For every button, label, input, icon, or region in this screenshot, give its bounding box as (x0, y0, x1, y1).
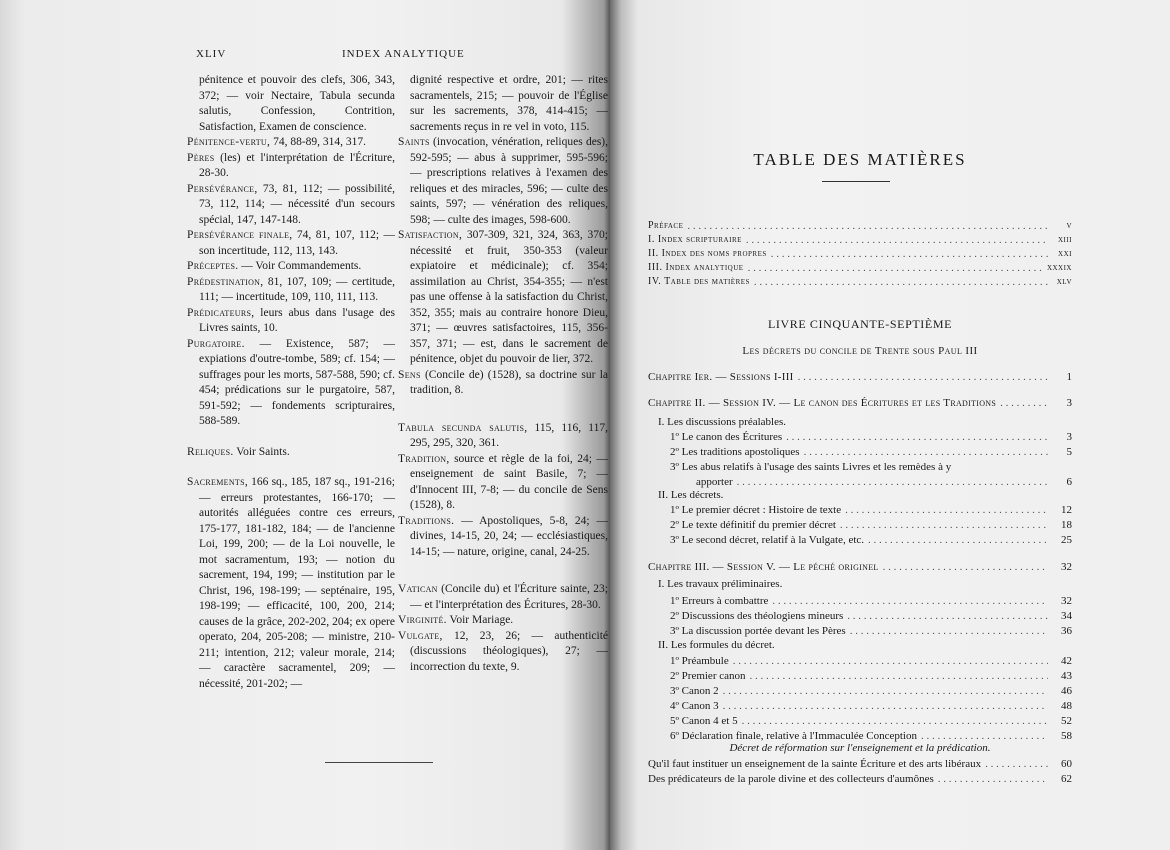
toc-row: 3º Les abus relatifs à l'usage des saints Livres et les remèdes à y (670, 461, 952, 473)
livre-heading: LIVRE CINQUANTE-SEPTIÈME (767, 317, 953, 331)
toc-row: apporter . . . 6 (696, 475, 1072, 489)
toc-section-row: II. Les décrets. (658, 489, 724, 501)
index-entry: Sens (Concile de) (1528), sa doctrine sur la tradition, 8. (398, 368, 608, 396)
section-gap (187, 460, 395, 475)
toc-chapter-row: Chapitre II. — Session IV. — Le canon des Écritures et les Traditions . . . 3 (648, 396, 1072, 410)
toc-row: 3º Canon 2 . . . 46 (670, 684, 1072, 698)
index-entry: Persévérance finale, 74, 81, 107, 112; — son incertitude, 112, 113, 143. (187, 229, 395, 257)
toc-row: 1º Le premier décret : Histoire de texte . . . 12 (670, 503, 1072, 517)
index-entry: pénitence et pouvoir des clefs, 306, 343, 372; — voir Nectaire, Tabula secunda salutis, Confession, Contrition, Satisfaction, Examen de conscience. (199, 74, 395, 133)
index-entry: Purgatoire. — Existence, 587; — expiations d'outre-tombe, 589; cf. 154; — suffrages pour les morts, 587-588, 590; cf. 454; prédications sur le purgatoire, 587, 591-592; — fondements scripturaires, 588-589. (187, 337, 395, 427)
index-entry: Satisfaction, 307-309, 321, 324, 363, 370; nécessité et fruit, 350-353 (valeur expiatoire et médicinale); cf. 354; assimilation au Christ, 354-355; — n'est pas une offense à la satisfaction du Christ, 352, 355; mais au contraire honore Dieu, 371; — œuvres satisfactoires, 115, 356-357, 371; — est, dans le sacrement de pénitence, objet du pouvoir de lier, 372. (398, 229, 608, 365)
index-entry: dignité respective et ordre, 201; — rites sacramentels, 215; — pouvoir de l'Église sur les sacrements, 378, 414-415; — sacrements reçus in re vel in voto, 115. (410, 74, 608, 133)
toc-row: 6º Déclaration finale, relative à l'Immaculée Conception . . . 58 (670, 729, 1072, 743)
index-entry: Pères (les) et l'interprétation de l'Écriture, 28-30. (187, 151, 395, 179)
toc-row: 2º Les traditions apostoliques . . . 5 (670, 445, 1072, 459)
toc-chapter-row: Chapitre Ier. — Sessions I-III . . . 1 (648, 370, 1072, 384)
index-entry: Persévérance, 73, 81, 112; — possibilité, 73, 112, 114; — nécessité d'un secours spécial, 147, 147-148. (187, 182, 395, 226)
toc-front-row: II. Index des noms propres . . . xxi (648, 247, 1072, 261)
toc-section-row: II. Les formules du décret. (658, 639, 775, 651)
toc-row: 2º Discussions des théologiens mineurs . . . 34 (670, 609, 1072, 623)
toc-front-row: III. Index analytique . . . xxxix (648, 261, 1072, 275)
index-entry: Prédicateurs, leurs abus dans l'usage des Livres saints, 10. (187, 306, 395, 334)
index-entry: Prédestination, 81, 107, 109; — certitude, 111; — incertitude, 109, 110, 111, 113. (187, 275, 395, 303)
toc-section-row: I. Les discussions préalables. (658, 416, 786, 428)
index-entry: Vulgate, 12, 23, 26; — authenticité (discussions théologiques), 27; — incorrection du texte, 9. (398, 629, 608, 673)
toc-front-row: I. Index scripturaire . . . xiii (648, 233, 1072, 247)
index-entry: Pénitence-vertu, 74, 88-89, 314, 317. (187, 136, 367, 148)
toc-row: 1º Erreurs à combattre . . . 32 (670, 594, 1072, 608)
section-gap (187, 430, 395, 445)
toc-row: 2º Premier canon . . . 43 (670, 669, 1072, 683)
toc-row: 5º Canon 4 et 5 . . . 52 (670, 714, 1072, 728)
decret-reformation-heading: Décret de réformation sur l'enseignement et la prédication. (729, 742, 991, 754)
end-rule (325, 762, 433, 763)
toc-row: Des prédicateurs de la parole divine et des collecteurs d'aumônes . . . 62 (648, 772, 1072, 786)
toc-row: 3º La discussion portée devant les Pères . . . 36 (670, 624, 1072, 638)
section-gap (398, 399, 608, 421)
index-entry: Reliques. Voir Saints. (187, 445, 290, 458)
index-entry: Sacrements, 166 sq., 185, 187 sq., 191-216; — erreurs protestantes, 166-170; — autorités alléguées contre ces erreurs, 175-177, 181-182, 184; — de l'ancienne Loi, 199, 200; — de la Loi nouvelle, le mot sacramentum, 193; — notion du sacrement, 194, 199; — institution par le Christ, 196, 198-199; — septénaire, 195, 198-199; — efficacité, 100, 200, 214; causes de la grâce, 202-202, 204; ex opere operato, 204, 205-208; — ministre, 210-211; intention, 212; valeur morale, 214; — caractère sacramentel, 209; — nécessité, 201-202; — (187, 476, 395, 690)
index-entry: Saints (invocation, vénération, reliques des), 592-595; — abus à supprimer, 595-596; — prescriptions relatives à l'examen des reliques et des miracles, 596; — culte des saints, 597; — vénération des reliques, 598; — culte des images, 598-600. (398, 136, 608, 226)
toc-row: Qu'il faut instituer un enseignement de la sainte Écriture et des arts libéraux . . . 60 (648, 757, 1072, 771)
running-title: INDEX ANALYTIQUE (342, 48, 465, 60)
toc-front-row: IV. Table des matières . . . xlv (648, 275, 1072, 289)
section-gap (398, 560, 608, 582)
toc-row: 4º Canon 3 . . . 48 (670, 699, 1072, 713)
toc-row: 1º Le canon des Écritures . . . 3 (670, 430, 1072, 444)
toc-chapter-row: Chapitre III. — Session V. — Le péché originel . . . 32 (648, 560, 1072, 574)
toc-row: 2º Le texte définitif du premier décret . . . 18 (670, 518, 1072, 532)
toc-row: 3º Le second décret, relatif à la Vulgate, etc. . . . 25 (670, 533, 1072, 547)
index-entry: Virginité. Voir Mariage. (398, 614, 514, 626)
page-title: TABLE DES MATIÈRES (753, 150, 967, 169)
index-entry: Tabula secunda salutis, 115, 116, 117, 295, 295, 320, 361. (398, 421, 608, 449)
index-entry: Préceptes. — Voir Commandements. (187, 260, 362, 272)
title-rule (822, 181, 890, 182)
index-column-2 (398, 73, 608, 675)
toc-section-row: I. Les travaux préliminaires. (658, 578, 783, 590)
decrets-heading: Les décrets du concile de Trente sous Paul III (742, 345, 978, 357)
index-entry: Tradition, source et règle de la foi, 24; — enseignement de saint Basile, 7; — d'Innocent III, 7-8; — du concile de Sens (1528), 8. (398, 452, 608, 511)
toc-row: 1º Préambule . . . 42 (670, 654, 1072, 668)
toc-front-row: Préface . . . v (648, 219, 1072, 233)
index-entry: Vatican (Concile du) et l'Écriture sainte, 23; — et l'interprétation des Écritures, 28-30. (398, 583, 608, 611)
page-number: XLIV (196, 48, 227, 60)
index-entry: Traditions. — Apostoliques, 5-8, 24; — divines, 14-15, 20, 24; — ecclésiastiques, 14-15; — nature, origine, canal, 24-25. (398, 514, 608, 558)
index-column-1 (187, 73, 395, 692)
